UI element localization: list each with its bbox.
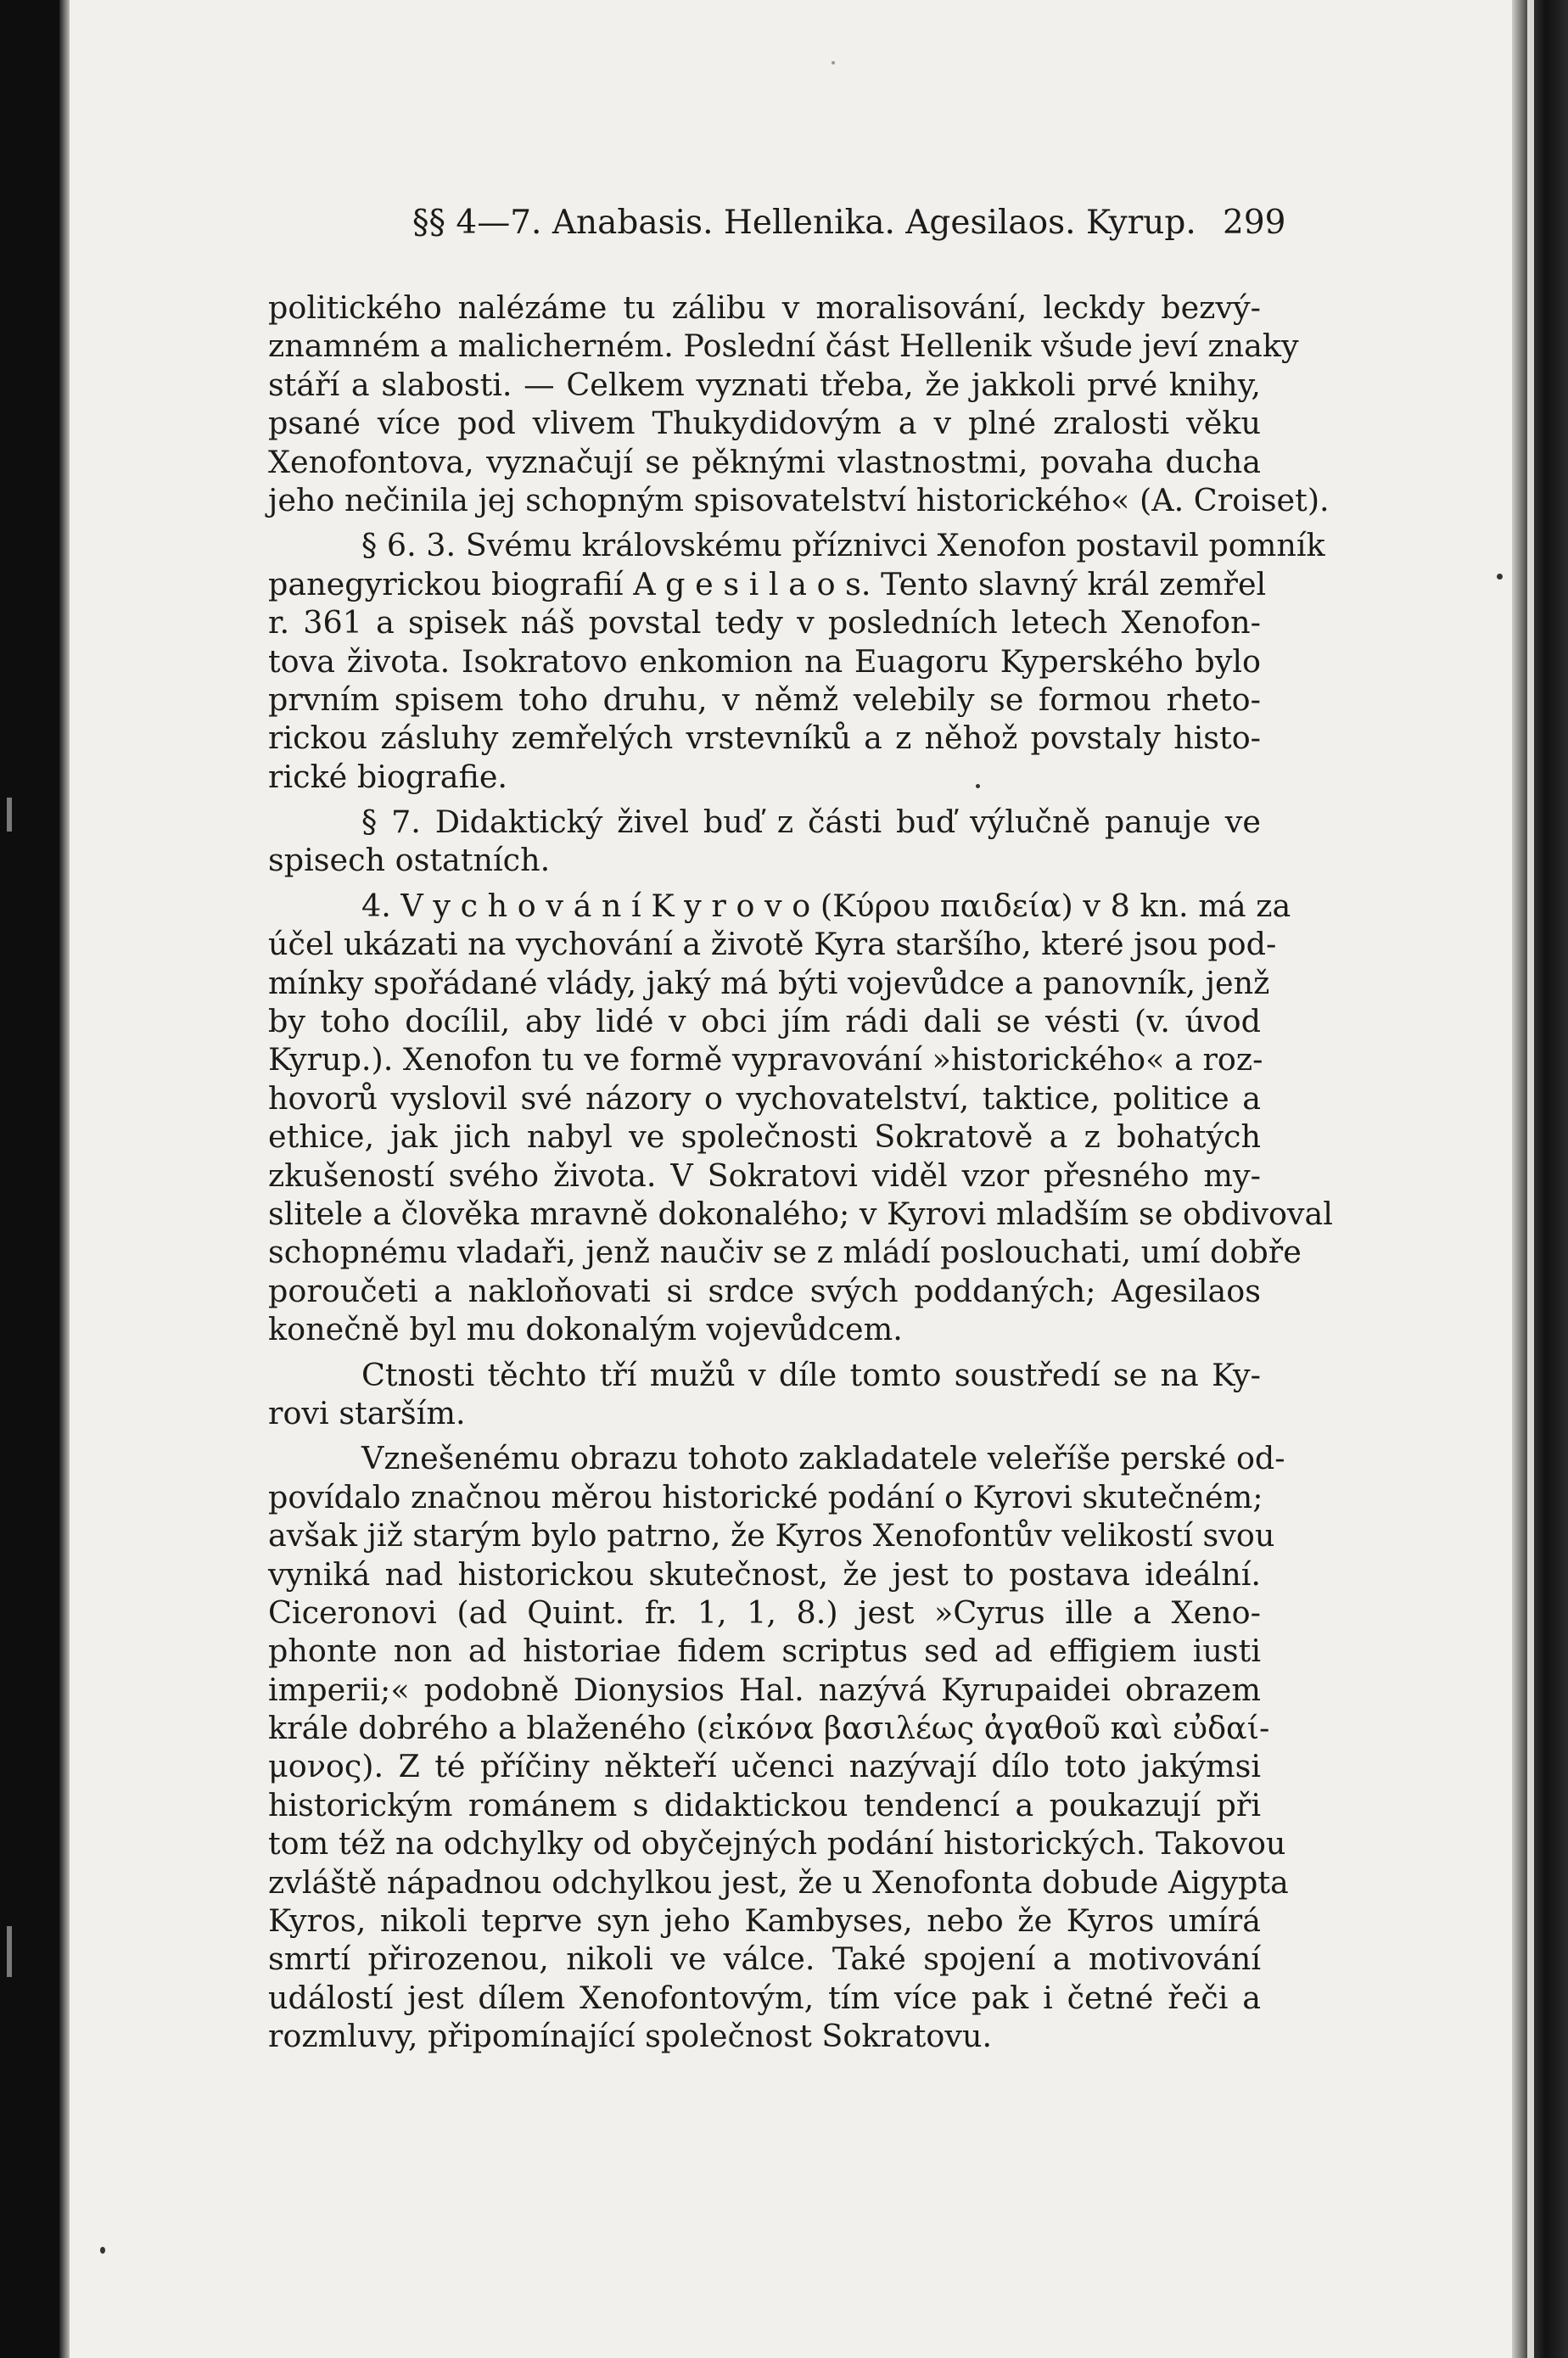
text-line: účel ukázati na vychování a životě Kyra staršího, které jsou pod- [268, 926, 1277, 963]
text-line: Vznešenému obrazu tohoto zakladatele veleříše perské od- [361, 1440, 1285, 1477]
ink-speck [976, 784, 980, 788]
paragraph-gap [268, 1349, 1261, 1356]
text-line: hovorů vyslovil své názory o vychovatelství, taktice, politice a [268, 1079, 1261, 1117]
text-line: vyniká nad historickou skutečnost, že jest to postava ideální. [268, 1555, 1261, 1593]
paragraph-gap [268, 880, 1261, 887]
text-line: spisech ostatních. [268, 842, 551, 879]
paragraph [268, 288, 1330, 519]
text-line: zvláště nápadnou odchylkou jest, že u Xenofonta dobude Aigypta [268, 1863, 1289, 1901]
text-line: phonte non ad historiae fidem scriptus sed ad effigiem iusti [268, 1633, 1261, 1670]
paragraph [268, 526, 1325, 796]
paragraph [268, 803, 1261, 880]
scan-edge-mark [7, 1926, 12, 1977]
text-line: stáří a slabosti. — Celkem vyznati třeba, že jakkoli prvé knihy, [268, 366, 1261, 403]
text-line: avšak již starým bylo patrno, že Kyros Xenofontův velikostí svou [268, 1517, 1275, 1554]
text-line: politického nalézáme tu zálibu v moralisování, leckdy bezvý- [268, 289, 1261, 326]
text-line: zkušeností svého života. V Sokratovi viděl vzor přesného my- [268, 1157, 1261, 1194]
text-line: slitele a člověka mravně dokonalého; v Kyrovi mladším se obdivoval [268, 1195, 1333, 1232]
paragraph-gap [268, 1432, 1261, 1439]
text-line: rozmluvy, připomínající společnost Sokratovu. [268, 2018, 993, 2055]
page-number: 299 [1223, 204, 1286, 242]
text-line: Kyros, nikoli teprve syn jeho Kambyses, nebo že Kyros umírá [268, 1902, 1261, 1940]
text-line: jeho nečinila jej schopným spisovatelství historického« (A. Croiset). [268, 481, 1330, 518]
text-line: znamném a malicherném. Poslední část Hellenik všude jeví znaky [268, 328, 1299, 365]
text-line: tom též na odchylky od obyčejných podání historických. Takovou [268, 1825, 1286, 1862]
text-line: § 7. Didaktický živel buď z části buď výlučně panuje ve [361, 804, 1261, 841]
text-line: Ciceronovi (ad Quint. fr. 1, 1, 8.) jest »Cyrus ille a Xeno- [268, 1593, 1261, 1631]
paragraph [268, 1356, 1261, 1433]
text-line: Ctnosti těchto tří mužů v díle tomto soustředí se na Ky- [361, 1356, 1261, 1393]
scan-edge-mark [7, 798, 12, 832]
paragraph [268, 1439, 1289, 2055]
text-line: tova života. Isokratovo enkomion na Euagoru Kyperského bylo [268, 642, 1261, 680]
text-line: historickým románem s didaktickou tendencí a poukazují při [268, 1786, 1261, 1823]
text-line: smrtí přirozenou, nikoli ve válce. Také spojení a motivování [268, 1941, 1261, 1978]
text-line: imperii;« podobně Dionysios Hal. nazývá Kyrupaidei obrazem [268, 1671, 1261, 1708]
text-line: poroučeti a nakloňovati si srdce svých poddaných; Agesilaos [268, 1272, 1261, 1309]
text-line: schopnému vladaři, jenž naučiv se z mládí poslouchati, umí dobře [268, 1234, 1302, 1271]
text-line: rické biografie. [268, 758, 508, 795]
text-line: 4. V y c h o v á n í K y r o v o (Κύρου παιδεία) v 8 kn. má za [361, 887, 1291, 924]
text-line: rovi starším. [268, 1394, 466, 1431]
text-line: ethice, jak jich nabyl ve společnosti Sokratově a z bohatých [268, 1118, 1261, 1156]
text-line: § 6. 3. Svému královskému příznivci Xenofon postavil pomník [361, 527, 1325, 564]
ink-speck [100, 2247, 105, 2254]
page-right-strip [1527, 0, 1534, 2358]
text-line: povídalo značnou měrou historické podání o Kyrovi skutečném; [268, 1478, 1263, 1515]
text-line: panegyrickou biografií A g e s i l a o s. Tento slavný král zemřel [268, 565, 1267, 602]
text-line: konečně byl mu dokonalým vojevůdcem. [268, 1311, 903, 1348]
paragraph-gap [268, 519, 1261, 526]
paragraph-gap [268, 796, 1261, 803]
running-header [412, 204, 1286, 255]
text-line: rickou zásluhy zemřelých vrstevníků a z něhož povstaly histo- [268, 720, 1261, 757]
text-line: krále dobrého a blaženého (εἰκόνα βασιλέως ἀγαθοῦ καὶ εὐδαί- [268, 1710, 1270, 1747]
text-line: psané více pod vlivem Thukydidovým a v plné zralosti věku [268, 405, 1261, 442]
text-line: Kyrup.). Xenofon tu ve formě vypravování »historického« a roz- [268, 1041, 1263, 1078]
text-line: by toho docílil, aby lidé v obci jím rádi dali se vésti (v. úvod [268, 1003, 1261, 1040]
header-title: §§ 4—7. Anabasis. Hellenika. Agesilaos. Kyrup. [412, 204, 1196, 242]
text-line: μονος). Z té příčiny někteří učenci nazývají dílo toto jakýmsi [268, 1748, 1261, 1785]
text-line: mínky spořádané vlády, jaký má býti vojevůdce a panovník, jenž [268, 964, 1270, 1001]
paragraph [268, 887, 1333, 1349]
page-body [268, 288, 1333, 2056]
text-line: prvním spisem toho druhu, v němž velebily se formou rheto- [268, 681, 1261, 718]
text-line: r. 361 a spisek náš povstal tedy v posledních letech Xenofon- [268, 604, 1261, 641]
ink-speck [1497, 574, 1503, 580]
text-line: Xenofontova, vyznačují se pěknými vlastnostmi, povaha ducha [268, 443, 1261, 480]
text-line: událostí jest dílem Xenofontovým, tím více pak i četné řeči a [268, 1979, 1261, 2016]
page-right-edge [1512, 0, 1568, 2358]
ink-speck [832, 61, 835, 64]
